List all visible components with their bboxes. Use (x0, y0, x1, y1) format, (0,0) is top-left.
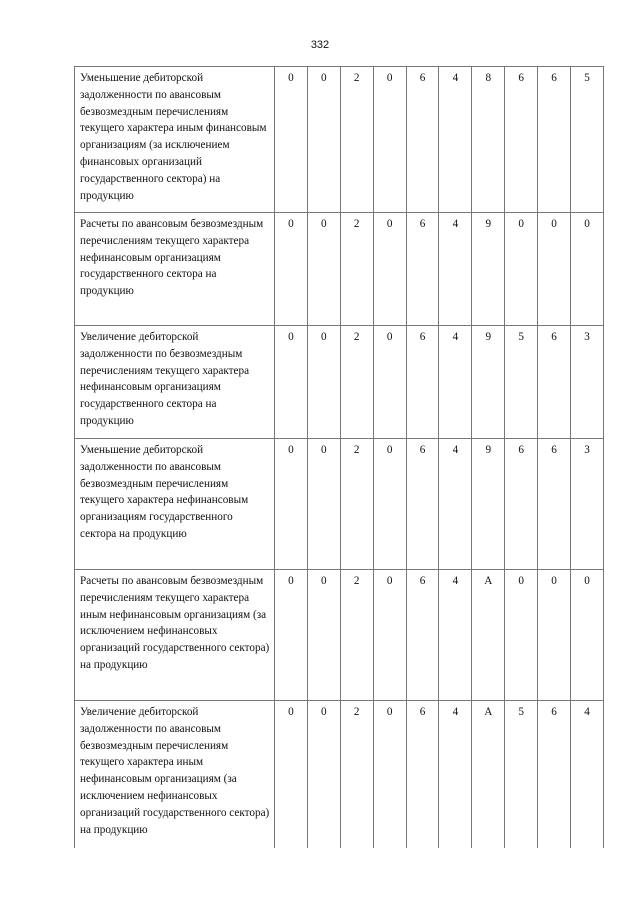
code-digit: 6 (505, 439, 538, 570)
code-digit: 0 (307, 67, 340, 213)
code-digit: 0 (373, 67, 406, 213)
code-digit: 0 (538, 213, 571, 326)
code-digit: 0 (307, 326, 340, 439)
code-digit: 6 (538, 67, 571, 213)
code-digit: 4 (439, 439, 472, 570)
code-digit: 0 (275, 439, 308, 570)
code-digit: 0 (275, 326, 308, 439)
code-digit: 6 (538, 701, 571, 848)
code-digit: 2 (340, 67, 373, 213)
code-digit: 0 (505, 213, 538, 326)
code-digit: 6 (538, 326, 571, 439)
code-digit: 4 (571, 701, 604, 848)
code-digit: 2 (340, 213, 373, 326)
code-digit: 0 (538, 570, 571, 701)
code-digit: 0 (307, 439, 340, 570)
code-digit: 4 (439, 570, 472, 701)
code-digit: 3 (571, 326, 604, 439)
code-digit: 3 (571, 439, 604, 570)
table-row (75, 570, 604, 701)
code-digit: 0 (505, 570, 538, 701)
table-row (75, 67, 604, 213)
row-description: Уменьшение дебиторской задолженности по авансовым безвозмездным перечислениям текущего характера нефинансовым организациям государственного сектора на продукцию (75, 439, 275, 570)
code-digit: 6 (406, 701, 439, 848)
code-digit: 4 (439, 326, 472, 439)
row-description: Увеличение дебиторской задолженности по авансовым безвозмездным перечислениям текущего характера иным нефинансовым организациям (за исключением нефинансовых организаций государственного сектора) на продукцию (75, 701, 275, 848)
row-description: Уменьшение дебиторской задолженности по авансовым безвозмездным перечислениям текущего характера иным финансовым организациям (за исключением финансовых организаций государственного сектора) на продукцию (75, 67, 275, 213)
code-digit: 6 (406, 570, 439, 701)
code-digit: 0 (307, 570, 340, 701)
code-digit: 0 (307, 701, 340, 848)
code-digit: 2 (340, 570, 373, 701)
code-digit: 0 (275, 570, 308, 701)
code-digit: 5 (505, 326, 538, 439)
code-digit: 0 (307, 213, 340, 326)
code-digit: 6 (406, 67, 439, 213)
code-digit: 4 (439, 213, 472, 326)
code-digit: 0 (275, 213, 308, 326)
code-digit: А (472, 570, 505, 701)
page-number: 332 (310, 39, 330, 51)
code-digit: 0 (571, 570, 604, 701)
code-digit: 5 (505, 701, 538, 848)
code-digit: А (472, 701, 505, 848)
code-digit: 9 (472, 213, 505, 326)
code-digit: 9 (472, 326, 505, 439)
row-description: Увеличение дебиторской задолженности по безвозмездным перечислениям текущего характера нефинансовым организациям государственного сектора на продукцию (75, 326, 275, 439)
code-digit: 0 (373, 701, 406, 848)
row-description: Расчеты по авансовым безвозмездным перечислениям текущего характера иным нефинансовым организациям (за исключением нефинансовых организаций государственного сектора) на продукцию (75, 570, 275, 701)
row-description: Расчеты по авансовым безвозмездным перечислениям текущего характера нефинансовым организациям государственного сектора на продукцию (75, 213, 275, 326)
table-row (75, 701, 604, 848)
code-digit: 0 (373, 213, 406, 326)
code-digit: 8 (472, 67, 505, 213)
code-digit: 2 (340, 701, 373, 848)
code-digit: 6 (406, 213, 439, 326)
table-row (75, 439, 604, 570)
code-digit: 2 (340, 326, 373, 439)
table-row (75, 326, 604, 439)
code-digit: 6 (406, 326, 439, 439)
code-digit: 0 (373, 439, 406, 570)
code-digit: 6 (406, 439, 439, 570)
code-digit: 0 (373, 326, 406, 439)
code-digit: 9 (472, 439, 505, 570)
code-digit: 6 (505, 67, 538, 213)
code-digit: 0 (275, 67, 308, 213)
code-digit: 2 (340, 439, 373, 570)
code-digit: 5 (571, 67, 604, 213)
code-digit: 0 (275, 701, 308, 848)
code-digit: 4 (439, 701, 472, 848)
table-row (75, 213, 604, 326)
code-digit: 0 (571, 213, 604, 326)
code-digit: 6 (538, 439, 571, 570)
code-digit: 0 (373, 570, 406, 701)
account-codes-table (74, 66, 604, 848)
code-digit: 4 (439, 67, 472, 213)
